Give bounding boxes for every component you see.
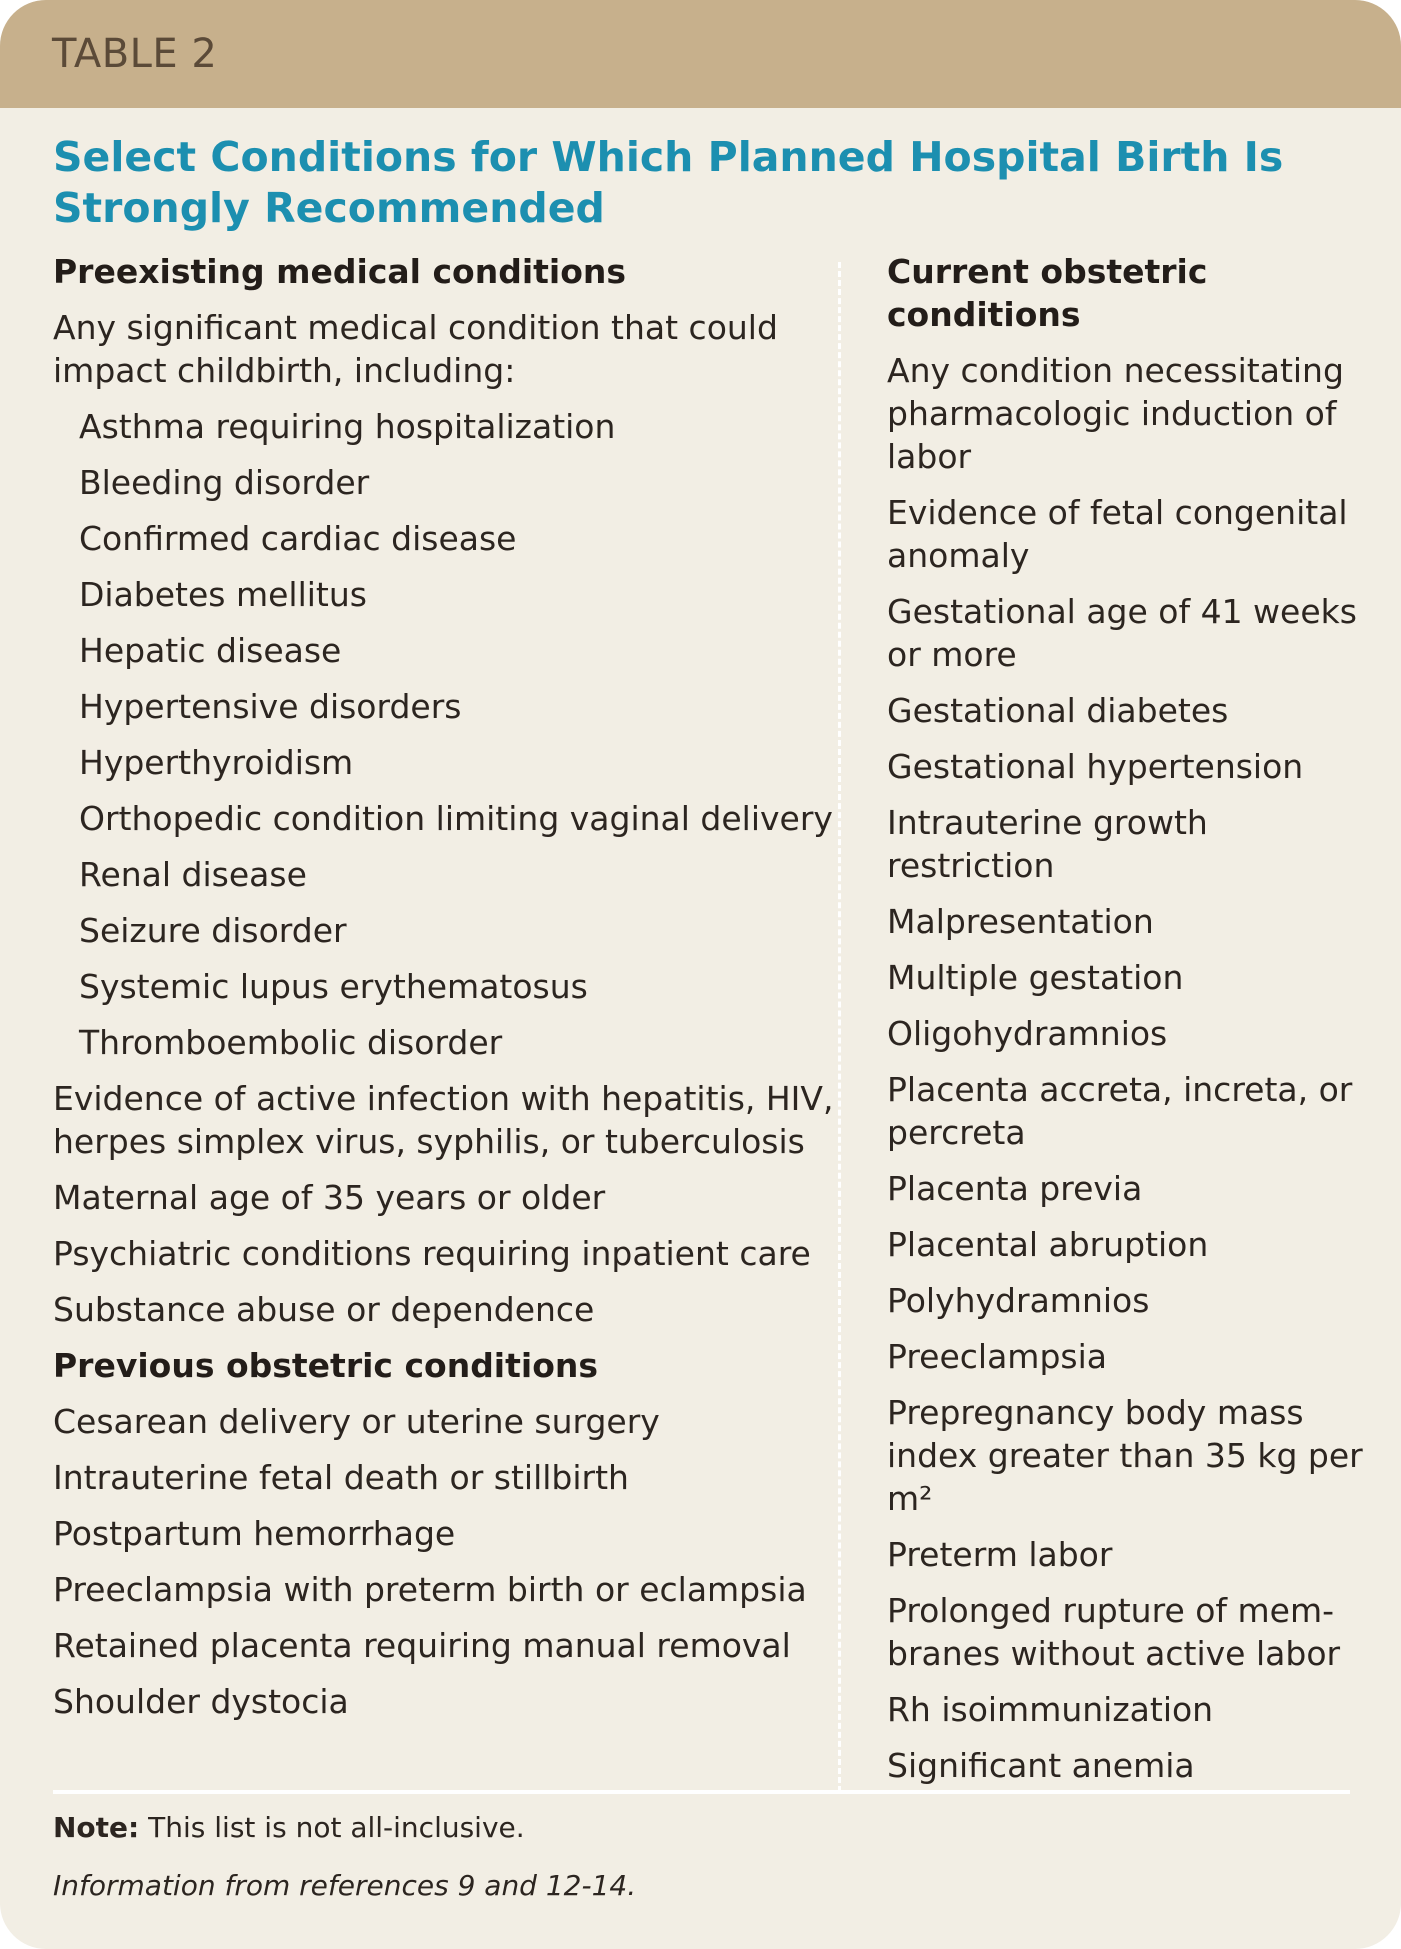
list-item: Oligohydramnios [887,1014,1168,1053]
list-item-intro: Any significant medical condition that could impact childbirth, including: [53,308,778,390]
section-heading-previous: Previous obstetric conditions [53,1346,599,1385]
list-item: Asthma requiring hospitalization [79,407,616,446]
list-item: Any condition necessitating pharmacologic induction of labor [887,351,1344,476]
list-item: Polyhydramnios [887,1281,1150,1320]
footer-source: Information from references 9 and 12-14. [53,1869,637,1902]
list-item: Hyperthyroidism [79,743,354,782]
list-item: Systemic lupus erythematosus [79,967,588,1006]
left-column [53,250,843,1736]
list-item: Diabetes mellitus [79,575,367,614]
column-divider [838,262,841,1792]
list-item: Substance abuse or dependence [53,1290,595,1329]
list-item: Multiple gestation [887,958,1184,997]
list-item: Preeclampsia [887,1337,1107,1376]
list-item: Preterm labor [887,1535,1113,1574]
section-heading-preexisting: Preexisting medical conditions [53,252,627,291]
list-item: Evidence of fetal congenital anomaly [887,493,1348,575]
table-title: Select Conditions for Which Planned Hospital Birth Is Strongly Recommended [53,133,1284,232]
list-item: Postpartum hemorrhage [53,1514,456,1553]
footer-divider [53,1790,1350,1794]
list-item: Preeclampsia with preterm birth or eclampsia [53,1570,807,1609]
list-previous-obstetric [53,1400,843,1723]
note-text: This list is not all-inclusive. [148,1811,525,1844]
right-column [887,250,1367,1800]
list-item: Gestational diabetes [887,691,1229,730]
list-item: Bleeding disorder [79,463,370,502]
list-item: Orthopedic condition limiting vaginal delivery [79,799,833,838]
list-item: Retained placenta requiring manual removal [53,1626,791,1665]
list-item: Maternal age of 35 years or older [53,1178,606,1217]
list-preexisting-other [53,1077,843,1331]
list-item: Shoulder dystocia [53,1682,349,1721]
list-item: Malpresentation [887,902,1154,941]
list-item: Rh isoimmunization [887,1690,1214,1729]
section-heading-current: Current obstetric conditions [887,252,1208,334]
list-item: Evidence of active infection with hepatitis, HIV, herpes simplex virus, syphilis, or tuberculosis [53,1079,834,1161]
list-item: Seizure disorder [79,911,347,950]
table-number-label: TABLE 2 [52,31,218,77]
list-current-obstetric [887,349,1367,1787]
list-item: Gestational age of 41 weeks or more [887,592,1357,674]
list-item: Placenta previa [887,1169,1143,1208]
list-item: Renal disease [79,855,307,894]
list-item: Intrauterine growth restriction [887,803,1208,885]
list-item: Gestational hypertension [887,747,1304,786]
list-item: Hypertensive disorders [79,687,462,726]
list-item: Significant anemia [887,1746,1195,1785]
list-item: Placental abruption [887,1225,1209,1264]
list-item: Thromboembolic disorder [79,1023,503,1062]
list-item: Prepregnancy body mass index greater than 35 kg per m² [887,1393,1363,1518]
sub-item-list [53,405,843,1064]
list-item: Prolonged rupture of mem-branes without active labor [887,1591,1341,1673]
note-label: Note: [53,1811,140,1844]
list-item: Placenta accreta, increta, or percreta [887,1070,1353,1152]
list-item: Intrauterine fetal death or stillbirth [53,1458,629,1497]
table-header-bar [0,0,1401,108]
list-item: Psychiatric conditions requiring inpatient care [53,1234,811,1273]
footer-note [53,1810,525,1846]
list-item: Hepatic disease [79,631,342,670]
list-item: Cesarean delivery or uterine surgery [53,1402,660,1441]
list-item: Confirmed cardiac disease [79,519,517,558]
